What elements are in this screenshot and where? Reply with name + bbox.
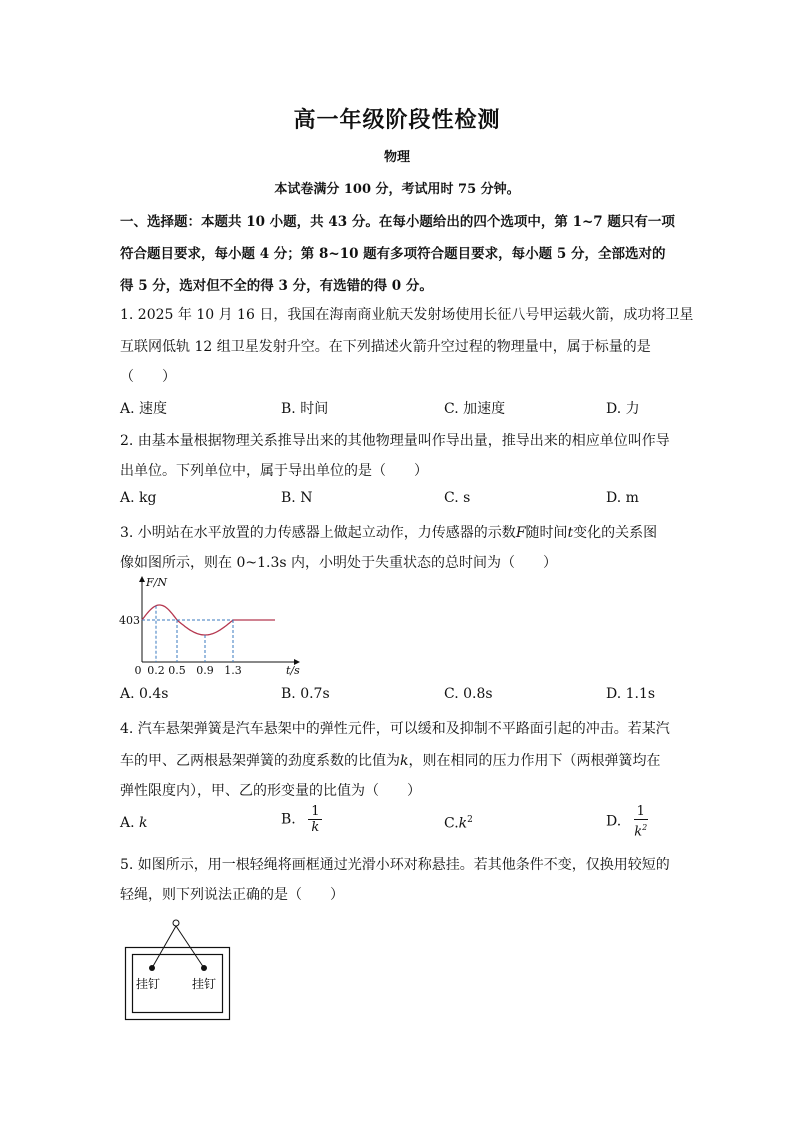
q4-option-d[interactable]: [606, 804, 648, 839]
section-instructions-line: 得 5 分，选对但不全的得 3 分，有选错的得 0 分。: [120, 278, 433, 294]
y-axis-arrow-icon: [139, 576, 145, 582]
q4-option-c[interactable]: [444, 815, 473, 832]
q3-text: 3. 小明站在水平放置的力传感器上做起立动作，力传感器的示数: [120, 525, 516, 541]
q1-option-c[interactable]: C. 加速度: [444, 401, 506, 417]
fraction-numerator: 1: [636, 804, 645, 819]
q2-option-d[interactable]: D. m: [606, 490, 639, 506]
q4-option-a[interactable]: [120, 815, 148, 831]
fraction-den-base: k: [634, 824, 643, 840]
x-tick-label: 0.9: [196, 664, 214, 677]
nail-left-icon: [149, 965, 155, 971]
q3-text: 随时间: [525, 525, 568, 541]
q4-option-b[interactable]: [281, 804, 322, 835]
q3-option-d[interactable]: D. 1.1s: [606, 686, 656, 702]
fraction-den-exponent: 2: [642, 823, 648, 832]
subject-label: 物理: [383, 150, 410, 165]
q4-option-c-value: k: [458, 815, 468, 832]
fraction-denominator: [634, 820, 647, 839]
exam-notice: 本试卷满分 100 分，考试用时 75 分钟。: [274, 182, 520, 197]
q4-option-c-exponent: 2: [467, 815, 473, 825]
q4-stem-line: 4. 汽车悬架弹簧是汽车悬架中的弹性元件，可以缓和及抑制不平路面引起的冲击。若某汽: [120, 721, 670, 737]
nail-right-icon: [201, 965, 207, 971]
fraction-numerator: 1: [311, 804, 320, 819]
q4-var-k: k: [400, 753, 409, 769]
q2-option-b[interactable]: B. N: [281, 490, 313, 506]
q4-option-b-fraction: [308, 804, 322, 835]
q3-var-t: t: [567, 525, 574, 541]
q4-option-a-label: A.: [120, 815, 135, 831]
q1-stem-line: 1. 2025 年 10 月 16 日，我国在海南商业航天发射场使用长征八号甲运载火箭，成功将卫星: [120, 307, 694, 323]
x-tick-label: 1.3: [224, 664, 242, 677]
nail-left-label: 挂钉: [136, 977, 161, 991]
q3-option-b[interactable]: B. 0.7s: [281, 686, 330, 702]
x-tick-label: 0.5: [168, 664, 186, 677]
fraction-denominator: k: [311, 820, 320, 835]
q4-stem-line: [120, 750, 660, 770]
q3-var-f: F: [515, 525, 526, 541]
section-instructions-line: 符合题目要求，每小题 4 分；第 8~10 题有多项符合题目要求，每小题 5 分，全部选对的: [120, 246, 666, 262]
q3-option-c[interactable]: C. 0.8s: [444, 686, 493, 702]
y-tick-label: 403: [119, 614, 140, 627]
q1-option-a[interactable]: A. 速度: [120, 401, 168, 417]
q4-option-b-label: B.: [281, 811, 296, 828]
q1-stem-line: 互联网低轨 12 组卫星发射升空。在下列描述火箭升空过程的物理量中，属于标量的是: [120, 339, 651, 355]
q5-frame-diagram: [120, 916, 236, 1024]
q3-text: 变化的关系图: [573, 525, 658, 541]
q5-stem-line: 5. 如图所示，用一根轻绳将画框通过光滑小环对称悬挂。若其他条件不变，仅换用较短的: [120, 857, 670, 873]
nail-right-label: 挂钉: [192, 977, 217, 991]
q3-option-a[interactable]: A. 0.4s: [120, 686, 169, 702]
q5-stem-line: 轻绳，则下列说法正确的是（ ）: [120, 887, 344, 903]
q4-option-d-fraction: [634, 804, 648, 839]
q4-option-c-label: C.: [444, 815, 459, 832]
q3-stem-line: [120, 522, 657, 542]
q3-stem-line: 像如图所示，则在 0~1.3s 内，小明处于失重状态的总时间为（ ）: [120, 555, 557, 571]
q1-stem-line: （ ）: [120, 369, 176, 385]
x-tick-label: 0: [134, 664, 142, 677]
q1-option-d[interactable]: D. 力: [606, 401, 640, 417]
q4-text: ，则在相同的压力作用下（两根弹簧均在: [408, 753, 661, 769]
q4-text: 车的甲、乙两根悬架弹簧的劲度系数的比值为: [120, 753, 400, 769]
x-tick-label: 0.2: [147, 664, 165, 677]
q4-option-a-value: k: [139, 815, 148, 831]
q2-option-a[interactable]: A. kg: [120, 490, 157, 506]
q2-stem-line: 出单位。下列单位中，属于导出单位的是（ ）: [120, 463, 428, 479]
q1-option-b[interactable]: B. 时间: [281, 401, 329, 417]
section-instructions-line: 一、选择题：本题共 10 小题，共 43 分。在每小题给出的四个选项中，第 1~7 题只有一项: [120, 214, 675, 230]
y-axis-label: F/N: [146, 576, 167, 589]
q4-option-d-label: D.: [606, 813, 622, 830]
q2-stem-line: 2. 由基本量根据物理关系推导出来的其他物理量叫作导出量，推导出来的相应单位叫作导: [120, 433, 670, 449]
smooth-ring-icon: [173, 920, 179, 926]
q4-stem-line: 弹性限度内），甲、乙的形变量的比值为（ ）: [120, 783, 421, 799]
paper-title: 高一年级阶段性检测: [293, 107, 501, 133]
q3-force-time-chart: [118, 574, 304, 678]
x-axis-label: t/s: [286, 664, 300, 677]
q2-option-c[interactable]: C. s: [444, 490, 471, 506]
